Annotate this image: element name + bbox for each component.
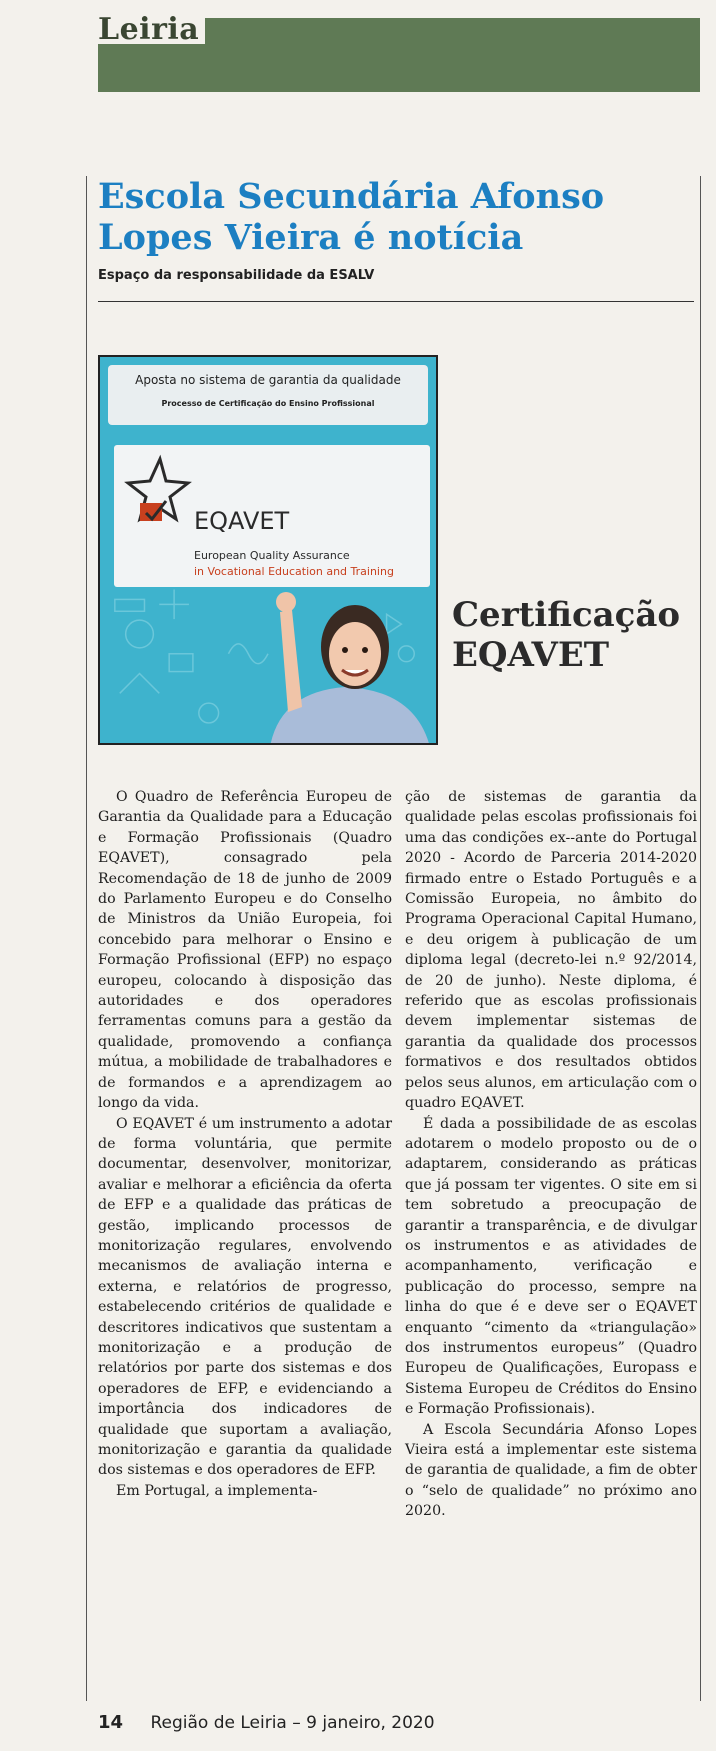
column-rule-left: [86, 176, 87, 1701]
certification-title-line-1: Certificação: [452, 595, 681, 635]
article-headline: [98, 176, 698, 258]
eqavet-star-icon: [122, 451, 192, 541]
body-paragraph: O EQAVET é um instrumento a adotar de forma voluntária, que permite documentar, desenvolver, monitorizar, avaliar e melhorar a eficiência da oferta de EFP e a qualidade das práticas de gestão, implicando processos de monitorização regulares, envolvendo mecanismos de avaliação interna e externa, e relatórios de progresso, estabelecendo critérios de qualidade e descritores indicativos que sustentam a monitorização e a produção de relatórios por parte dos sistemas e dos operadores de EFP, e evidenciando a importância dos indicadores de qualidade que suportam a avaliação, monitorização e garantia da qualidade dos sistemas e dos operadores de EFP.: [98, 1115, 392, 1479]
body-paragraph: A Escola Secundária Afonso Lopes Vieira está a implementar este sistema de garantia de qualidade, a fim de obter o “selo de qualidade” no próximo ano 2020.: [405, 1421, 697, 1520]
poster-title: Aposta no sistema de garantia da qualidade: [135, 373, 401, 387]
certification-title-line-2: EQAVET: [452, 635, 610, 675]
eqavet-description-line-1: European Quality Assurance: [194, 549, 350, 562]
headline-line-2: Lopes Vieira é notícia: [98, 217, 524, 258]
poster-header-box: [108, 365, 428, 425]
body-paragraph: É dada a possibilidade de as escolas adotarem o modelo proposto ou de o adaptarem, considerando as práticas que já possam ter vigentes. O site em si tem sobretudo a preocupação de garantir a transparência, e de divulgar os instrumentos e as atividades de acompanhamento, verificação e publicação do processo, sempre na linha do que é e deve ser o EQAVET enquanto “cimento da «triangulação» dos instrumentos europeus” (Quadro Europeu de Qualificações, Europass e Sistema Europeu de Créditos do Ensino e Formação Profissionais).: [405, 1115, 697, 1418]
body-column-1: [98, 787, 392, 1501]
page-footer: [98, 1712, 435, 1733]
column-rule-right: [700, 176, 701, 1701]
headline-line-1: Escola Secundária Afonso: [98, 176, 605, 217]
page-number: 14: [98, 1712, 124, 1733]
article-subhead: Espaço da responsabilidade da ESALV: [98, 268, 375, 283]
section-name-wrapper: [98, 12, 205, 44]
student-illustration: [250, 572, 438, 745]
body-paragraph: Em Portugal, a implementa-: [116, 1482, 318, 1499]
section-name: Leiria: [98, 12, 205, 44]
headline-divider: [98, 301, 694, 302]
certification-title: [452, 595, 680, 675]
eqavet-poster-image: [98, 355, 438, 745]
eqavet-logo-text: EQAVET: [194, 507, 290, 535]
eqavet-logo-card: [114, 445, 430, 587]
poster-subtitle: Processo de Certificação do Ensino Profissional: [161, 399, 375, 408]
body-paragraph: O Quadro de Referência Europeu de Garantia da Qualidade para a Educação e Formação Profissionais (Quadro EQAVET), consagrado pela Recomendação de 18 de junho de 2009 do Parlamento Europeu e do Conselho de Ministros da União Europeia, foi concebido para melhorar o Ensino e Formação Profissional (EFP) no espaço europeu, colocando à disposição das autoridades e dos operadores ferramentas comuns para a gestão da qualidade, promovendo a confiança mútua, a mobilidade de trabalhadores e de formandos e a aprendizagem ao longo da vida.: [98, 789, 392, 1112]
eqavet-description-line-2: in Vocational Education and Training: [194, 565, 394, 578]
body-column-2: [405, 787, 697, 1522]
publication-name-date: Região de Leiria – 9 janeiro, 2020: [150, 1713, 435, 1733]
body-paragraph: ção de sistemas de garantia da qualidade pelas escolas profissionais foi uma das condições ex--ante do Portugal 2020 - Acordo de Parceria 2014-2020 firmado entre o Estado Português e a Comissão Europeia, no âmbito do Programa Operacional Capital Humano, e deu origem à publicação de um diploma legal (decreto-lei n.º 92/2014, de 20 de junho). Neste diploma, é referido que as escolas profissionais devem implementar sistemas de garantia da qualidade dos processos formativos e dos resultados obtidos pelos seus alunos, em articulação com o quadro EQAVET.: [405, 789, 697, 1112]
